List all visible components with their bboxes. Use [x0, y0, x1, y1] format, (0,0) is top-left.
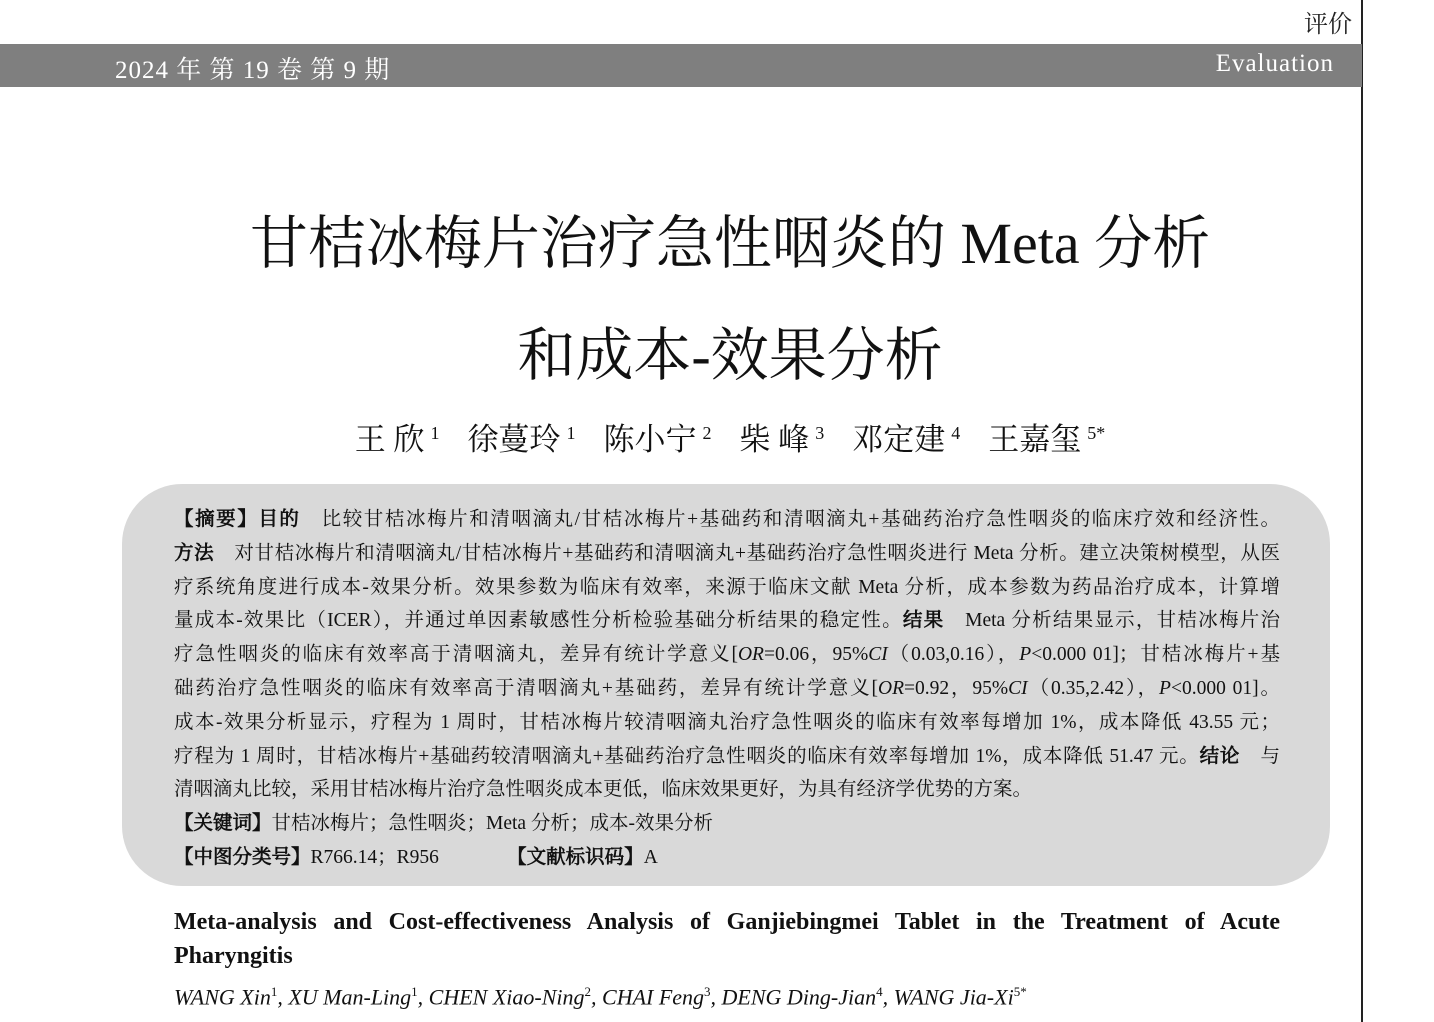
abstract-line: [174, 571, 1280, 605]
abstract-text: 疗急性咽炎的临床有效率高于清咽滴丸，差异有统计学意义[: [174, 644, 738, 666]
section-label: 评价: [1304, 12, 1352, 38]
abstract-heading: 【摘要】目的: [174, 508, 301, 530]
author-affiliation: 3: [815, 422, 825, 443]
author: [355, 422, 440, 457]
author-name: 王 欣: [354, 422, 425, 457]
abstract-text: 清咽滴丸比较，采用甘桔冰梅片治疗急性咽炎成本更低，临床效果更好，为具有经济学优势的方案。: [174, 779, 1033, 801]
paper-title-line-2: 和成本-效果分析: [517, 323, 943, 388]
abstract-line: [174, 773, 1280, 807]
author-name-en: XU Man-Ling: [288, 984, 412, 1010]
abstract-text: 础药治疗急性咽炎的临床有效率高于清咽滴丸+基础药，差异有统计学意义[: [174, 677, 879, 699]
abstract-heading: 结论: [1199, 744, 1241, 767]
author-affiliation: 3: [704, 984, 711, 999]
abstract-text: 与: [1240, 745, 1280, 767]
abstract-line: [174, 740, 1280, 774]
abstract-text: [439, 847, 517, 868]
abstract-text: P: [1019, 644, 1032, 666]
abstract: [174, 503, 1280, 875]
abstract-text: <0.000 01]；甘桔冰梅片+基: [1031, 644, 1280, 666]
paper-title-line-1: 甘桔冰梅片治疗急性咽炎的 Meta 分析: [249, 211, 1211, 276]
abstract-text: CI: [868, 644, 888, 666]
abstract-text: 甘桔冰梅片；急性咽炎；Meta 分析；成本-效果分析: [271, 813, 713, 835]
abstract-text: OR: [737, 644, 764, 666]
abstract-line: [174, 503, 1280, 537]
author-affiliation: 4: [876, 984, 883, 999]
abstract-line: [174, 672, 1280, 706]
abstract-text: =0.06，95%: [763, 644, 869, 666]
author-name-en: WANG Xin: [174, 984, 271, 1010]
author-list: [0, 414, 1434, 459]
english-title: Meta-analysis and Cost-effectiveness Analysis of Ganjiebingmei Tablet in the Treatment of Acute Pharyngitis: [174, 909, 1280, 969]
author: [852, 422, 960, 457]
abstract-heading: 结果: [902, 609, 945, 632]
author-name: 邓定建: [852, 422, 946, 457]
author-name-en: CHEN Xiao-Ning: [428, 984, 585, 1010]
author-name: 王嘉玺: [988, 422, 1082, 457]
abstract-line: [174, 807, 1280, 841]
author-affiliation: 5*: [1013, 984, 1027, 999]
abstract-heading: 方法: [174, 541, 215, 564]
abstract-text: （0.35,2.42），: [1027, 677, 1160, 699]
abstract-line: [174, 706, 1280, 740]
abstract-text: 量成本-效果比（ICER），并通过单因素敏感性分析检验基础分析结果的稳定性。: [174, 610, 903, 632]
abstract-text: Meta 分析结果显示，甘桔冰梅片治: [944, 610, 1280, 632]
author-name: 徐蔓玲: [467, 422, 561, 457]
author-affiliation: 2: [702, 422, 712, 443]
abstract-text: R766.14；R956: [310, 846, 439, 868]
author: [988, 422, 1105, 457]
author-name-en: DENG Ding-Jian: [721, 984, 877, 1010]
abstract-text: 比较甘桔冰梅片和清咽滴丸/甘桔冰梅片+基础药和清咽滴丸+基础药治疗急性咽炎的临床疗效和经济性。: [300, 509, 1280, 530]
author-affiliation: 2: [584, 984, 592, 999]
author-affiliation: 4: [951, 422, 961, 443]
author-name: 柴 峰: [739, 422, 810, 457]
abstract-text: 疗系统角度进行成本-效果分析。效果参数为临床有效率，来源于临床文献 Meta 分析，成本参数为药品治疗成本，计算增: [174, 576, 1280, 598]
abstract-text: 对甘桔冰梅片和清咽滴丸/甘桔冰梅片+基础药和清咽滴丸+基础药治疗急性咽炎进行 Meta 分析。建立决策树模型，从医: [214, 542, 1280, 564]
abstract-text: =0.92，95%: [904, 677, 1009, 699]
abstract-line: [174, 841, 1280, 875]
abstract-text: OR: [878, 677, 905, 699]
abstract-text: <0.000 01]。: [1170, 677, 1280, 699]
abstract-text: （0.03,0.16），: [887, 644, 1020, 666]
author-name: 陈小宁: [603, 422, 697, 457]
author: [604, 422, 712, 457]
author: [468, 422, 576, 457]
author-affiliation: 1: [270, 984, 278, 999]
abstract-line: [174, 537, 1280, 571]
author-affiliation: 5*: [1087, 422, 1106, 443]
abstract-heading: 【文献标识码】: [516, 845, 644, 868]
page-border-line: [1361, 0, 1363, 1022]
author-name-en: CHAI Feng: [602, 984, 705, 1010]
abstract-line: [174, 604, 1280, 638]
journal-header-bar: [0, 44, 1362, 87]
issue-info: 2024 年 第 19 卷 第 9 期: [115, 57, 391, 84]
abstract-text: 成本-效果分析显示，疗程为 1 周时，甘桔冰梅片较清咽滴丸治疗急性咽炎的临床有效率每增加 1%，成本降低 43.55 元；: [174, 711, 1280, 733]
abstract-text: A: [643, 846, 658, 868]
english-author-list: WANG Xin$^1$, XU Man-Ling$^1$, CHEN Xiao-Ning$^2$, CHAI Feng$^3$, DENG Ding-Jian$^4$, WANG Jia-$Xi^{5*}$: [174, 984, 1027, 1010]
abstract-text: P: [1159, 677, 1171, 699]
abstract-line: [174, 638, 1280, 672]
abstract-text: 疗程为 1 周时，甘桔冰梅片+基础药较清咽滴丸+基础药治疗急性咽炎的临床有效率每增加 1%，成本降低 51.47 元。: [174, 745, 1200, 767]
author-affiliation: 1: [411, 984, 418, 999]
author-affiliation: 1: [566, 422, 576, 443]
abstract-text: CI: [1008, 677, 1028, 699]
abstract-heading: 【中图分类号】: [174, 845, 311, 868]
author-affiliation: 1: [430, 422, 440, 443]
section-label-en: Evaluation: [1215, 50, 1334, 77]
abstract-heading: 【关键词】: [174, 812, 272, 835]
author-name-en: WANG Jia-Xi: [893, 984, 1014, 1010]
author: [740, 422, 825, 457]
